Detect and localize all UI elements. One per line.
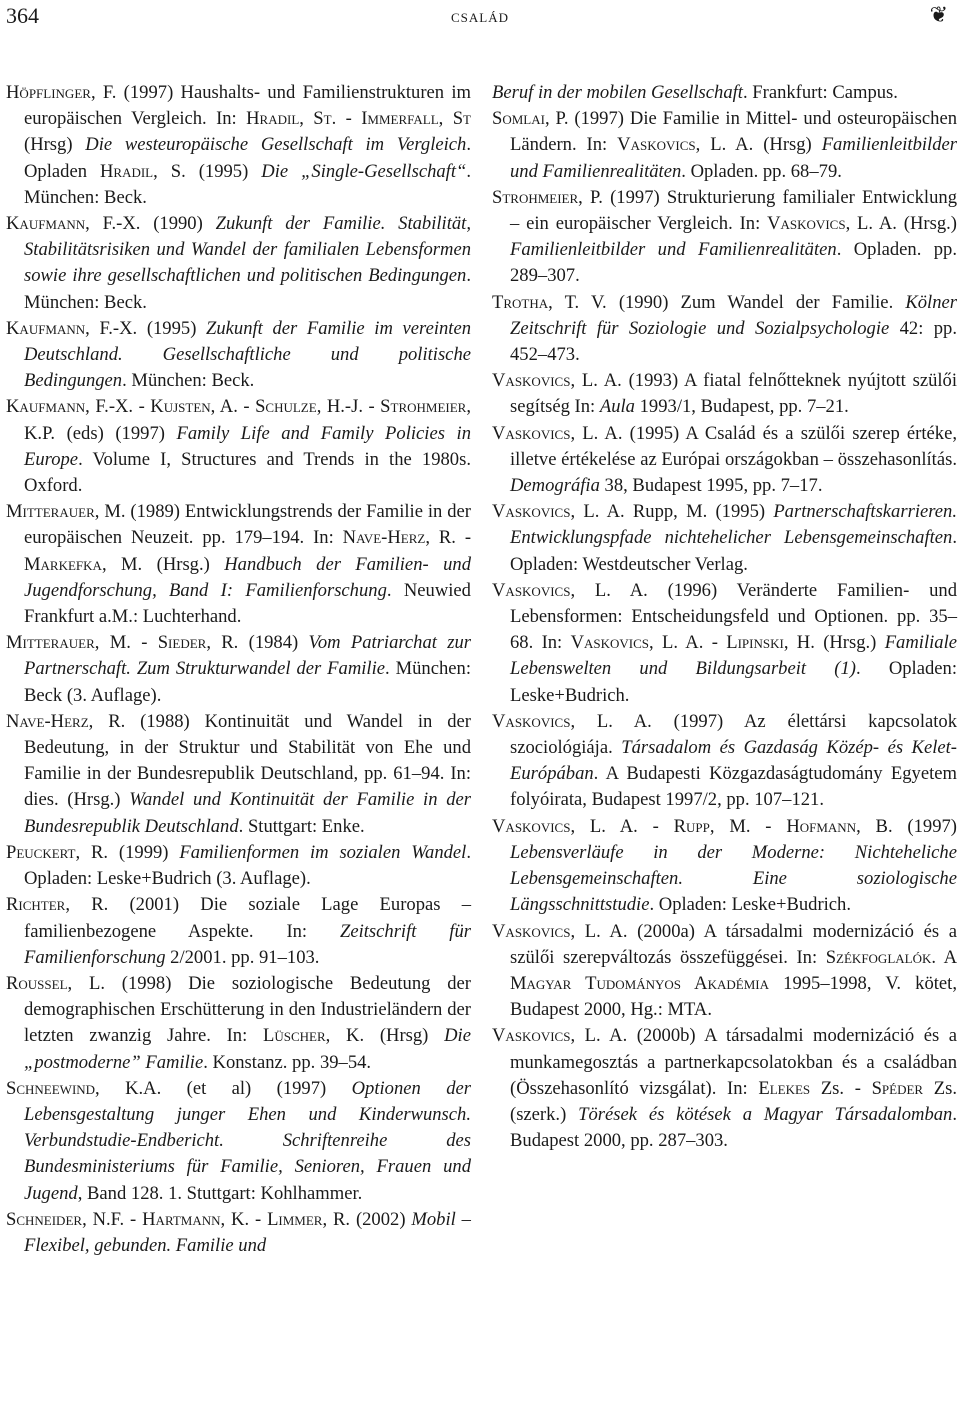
reference-entry: Kaufmann, F.-X. - Kujsten, A. - Schulze, H.-J. - Strohmeier, K.P. (eds) (1997) Family Life and Family Policies in Europe. Volume I, Structures and Trends in the 1980s. Oxford. <box>6 396 471 497</box>
reference-entry: Kaufmann, F.-X. (1995) Zukunft der Familie im vereinten Deutschland. Gesellschaftliche und politische Bedingungen. München: Beck. <box>6 317 471 392</box>
reference-entry: Richter, R. (2001) Die soziale Lage Europas – familienbezogene Aspekte. In: Zeitschrift für Familienforschung 2/2001. pp. 91–103. <box>6 894 471 968</box>
reference-entry: Mitterauer, M. - Sieder, R. (1984) Vom Patriarchat zur Partnerschaft. Zum Strukturwandel der Familie. München: Beck (3. Auflage). <box>6 632 472 706</box>
reference-entry: Somlai, P. (1997) Die Familie in Mittel- und osteuropäischen Ländern. In: Vaskovics, L. A. (Hrsg) Familienleitbilder und Familienrealitäten. Opladen. pp. 68–79. <box>492 108 957 182</box>
reference-entry: Roussel, L. (1998) Die soziologische Bedeutung der demographischen Erschütterung in den Industrieländern der letzten zwanzig Jahre. In: Lüscher, K. (Hrsg) Die „postmoderne” Familie. Konstanz. pp. 39–54. <box>6 972 471 1073</box>
reference-entry: Vaskovics, L. A. (2000b) A társadalmi modernizáció és a munkamegosztás a partnerkapcsolatokban és a családban (Összehasonlító vizsgálat). In: Elekes Zs. - Spéder Zs. (szerk.) Törések és kötések a Magyar Társadalomban. Budapest 2000, pp. 287–303. <box>492 1025 957 1152</box>
reference-entry: Schneewind, K.A. (et al) (1997) Optionen der Lebensgestaltung junger Ehen und Kinderwunsch. Verbundstudie-Endbericht. Schriftenreihe des Bundesministeriums für Familie, Senioren, Frauen und Jugend, Band 128. 1. Stuttgart: Kohlhammer. <box>6 1077 471 1204</box>
reference-entry: Höpflinger, F. (1997) Haushalts- und Familienstrukturen im europäischen Vergleich. In: Hradil, St. - Immerfall, St (Hrsg) Die westeuropäische Gesellschaft im Vergleich. Opladen Hradil, S. (1995) Die „Single-Gesellschaft“. München: Beck. <box>6 82 472 208</box>
page-header <box>0 0 960 40</box>
reference-entry: Vaskovics, L. A. (2000a) A társadalmi modernizáció és a szülői szerepváltozás összefüggései. In: Székfoglalók. A Magyar Tudományos Akadémia 1995–1998, V. kötet, Budapest 2000, Hg.: MTA. <box>492 920 958 1021</box>
reference-entry: Nave-Herz, R. (1988) Kontinuität und Wandel in der Bedeutung, in der Struktur und Stabilität von Ehe und Familie in der Bundesrepublik Deutschland, pp. 61–94. In: dies. (Hrsg.) Wandel und Kontinuität der Familie in der Bundesrepublik Deutschland. Stuttgart: Enke. <box>6 710 471 837</box>
reference-entry: Strohmeier, P. (1997) Strukturierung familialer Entwicklung – ein europäischer Vergleich. In: Vaskovics, L. A. (Hrsg.) Familienleitbilder und Familienrealitäten. Opladen. pp. 289–307. <box>492 186 958 287</box>
reference-entry: Vaskovics, L. A. (1996) Veränderte Familien- und Lebensformen: Entscheidungsfeld und Optionen. pp. 35–68. In: Vaskovics, L. A. - Lipinski, H. (Hrsg.) Familiale Lebenswelten und Bildungsarbeit (1). Opladen: Leske+Budrich. <box>492 579 957 706</box>
right-column <box>492 80 957 1154</box>
reference-entry: Peuckert, R. (1999) Familienformen im sozialen Wandel. Opladen: Leske+Budrich (3. Auflage). <box>6 841 471 890</box>
reference-entry: Vaskovics, L. A. Rupp, M. (1995) Partnerschaftskarrieren. Entwicklungspfade nichtehelicher Lebensgemeinschaften. Opladen: Westdeutscher Verlag. <box>492 501 957 575</box>
reference-entry: Vaskovics, L. A. (1995) A Család és a szülői szerep értéke, illetve értékelése az Európai országokban – összehasonlítás. Demográfia 38, Budapest 1995, pp. 7–17. <box>492 422 957 497</box>
reference-entry: Vaskovics, L. A. - Rupp, M. - Hofmann, B. (1997) Lebensverläufe in der Moderne: Nichteheliche Lebensgemeinschaften. Eine soziologische Längsschnittstudie. Opladen: Leske+Budrich. <box>492 815 957 916</box>
page-number: 364 <box>6 3 39 28</box>
reference-entry: Kaufmann, F.-X. (1990) Zukunft der Familie. Stabilität, Stabilitätsrisiken und Wandel der familialen Lebensformen sowie ihre gesellschaftlichen und politischen Bedingungen. München: Beck. <box>6 213 471 313</box>
reference-entry: Trotha, T. V. (1990) Zum Wandel der Familie. Kölner Zeitschrift für Soziologie und Sozialpsychologie 42: pp. 452–473. <box>492 291 957 366</box>
reference-entry: Vaskovics, L. A. (1997) Az élettársi kapcsolatok szociológiája. Társadalom és Gazdaság Közép- és Kelet-Európában. A Budapesti Közgazdaságtudomány Egyetem folyóirata, Budapest 1997/2, pp. 107–121. <box>492 710 957 811</box>
reference-entry: Schneider, N.F. - Hartmann, K. - Limmer, R. (2002) Mobil – Flexibel, gebunden. Familie und <box>6 1208 471 1256</box>
reference-entry: Vaskovics, L. A. (1993) A fiatal felnőtteknek nyújtott szülői segítség In: Aula 1993/1, Budapest, pp. 7–21. <box>492 370 957 418</box>
left-column <box>6 80 471 1259</box>
fleuron-icon: ❦ <box>929 2 948 27</box>
running-title: család <box>450 6 509 27</box>
reference-entry: Mitterauer, M. (1989) Entwicklungstrends der Familie in der europäischen Neuzeit. pp. 179–194. In: Nave-Herz, R. - Markefka, M. (Hrsg.) Handbuch der Familien- und Jugendforschung, Band I: Familienforschung. Neuwied Frankfurt a.M.: Luchterhand. <box>6 501 472 628</box>
reference-entry: Beruf in der mobilen Gesellschaft. Frankfurt: Campus. <box>492 82 898 103</box>
